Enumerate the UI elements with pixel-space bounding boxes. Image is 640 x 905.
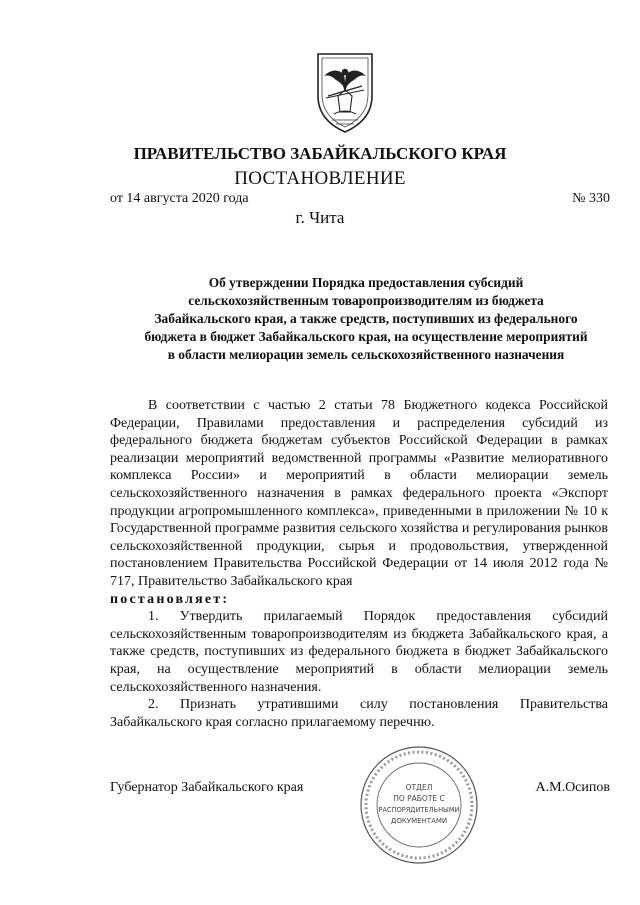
stamp-line: ОТДЕЛ (405, 783, 433, 792)
city: г. Чита (295, 208, 345, 227)
document-date: от 14 августа 2020 года (110, 191, 249, 206)
resolves-word: постановляет: (110, 591, 230, 607)
preamble-paragraph: В соответствии с частью 2 статьи 78 Бюджетного кодекса Российской Федерации, Правилами предоставления и распределения субсидий из федерального бюджета бюджетам субъектов Российской Федерации в рамках реализации мероприятий ведомственной программы «Развитие мелиоративного комплекса России» и мероприятий в области мелиорации земель сельскохозяйственного назначения в рамках федерального проекта «Экспорт продукции агропромышленного комплекса», приведенными в приложении № 10 к Государственной программе развития сельского хозяйства и регулирования рынков сельскохозяйственной продукции, сырья и продовольствия, утвержденной постановлением Правительства Российской Федерации от 14 июля 2012 года № 717, Правительство Забайкальского края (110, 398, 608, 589)
item-2-paragraph: 2. Признать утратившими силу постановления Правительства Забайкальского края согласно прилагаемому перечню. (110, 697, 608, 730)
signatory-position: Губернатор Забайкальского края (110, 780, 304, 795)
heading-line: бюджета в бюджет Забайкальского края, на осуществление мероприятий (144, 329, 588, 344)
date-number-line (110, 191, 610, 207)
coat-of-arms-emblem (314, 52, 376, 134)
document-type: ПОСТАНОВЛЕНИЕ (234, 168, 406, 189)
document-heading (118, 274, 614, 364)
heading-line: Забайкальского края, а также средств, поступивших из федерального (154, 311, 578, 326)
item-1-paragraph: 1. Утвердить прилагаемый Порядок предоставления субсидий сельскохозяйственным товаропроизводителям из бюджета Забайкальского края, а также средств, поступивших из федерального бюджета в бюджет Забайкальского края, на осуществление мероприятий в области мелиорации земель сельскохозяйственного назначения. (110, 609, 608, 695)
government-title: ПРАВИТЕЛЬСТВО ЗАБАЙКАЛЬСКОГО КРАЯ (133, 144, 507, 163)
stamp-line: ДОКУМЕНТАМИ (390, 817, 448, 825)
stamp-line: ПО РАБОТЕ С (393, 794, 445, 803)
heading-line: в области мелиорации земель сельскохозяйственного назначения (167, 347, 565, 362)
document-body (110, 397, 608, 731)
document-number: № 330 (572, 191, 610, 206)
stamp-line: РАСПОРЯДИТЕЛЬНЫМИ (378, 806, 460, 814)
heading-line: Об утверждении Порядка предоставления субсидий (208, 275, 524, 290)
official-stamp (358, 744, 480, 866)
heading-line: сельскохозяйственным товаропроизводителям из бюджета (188, 293, 544, 308)
signatory-name: А.М.Осипов (535, 780, 610, 795)
